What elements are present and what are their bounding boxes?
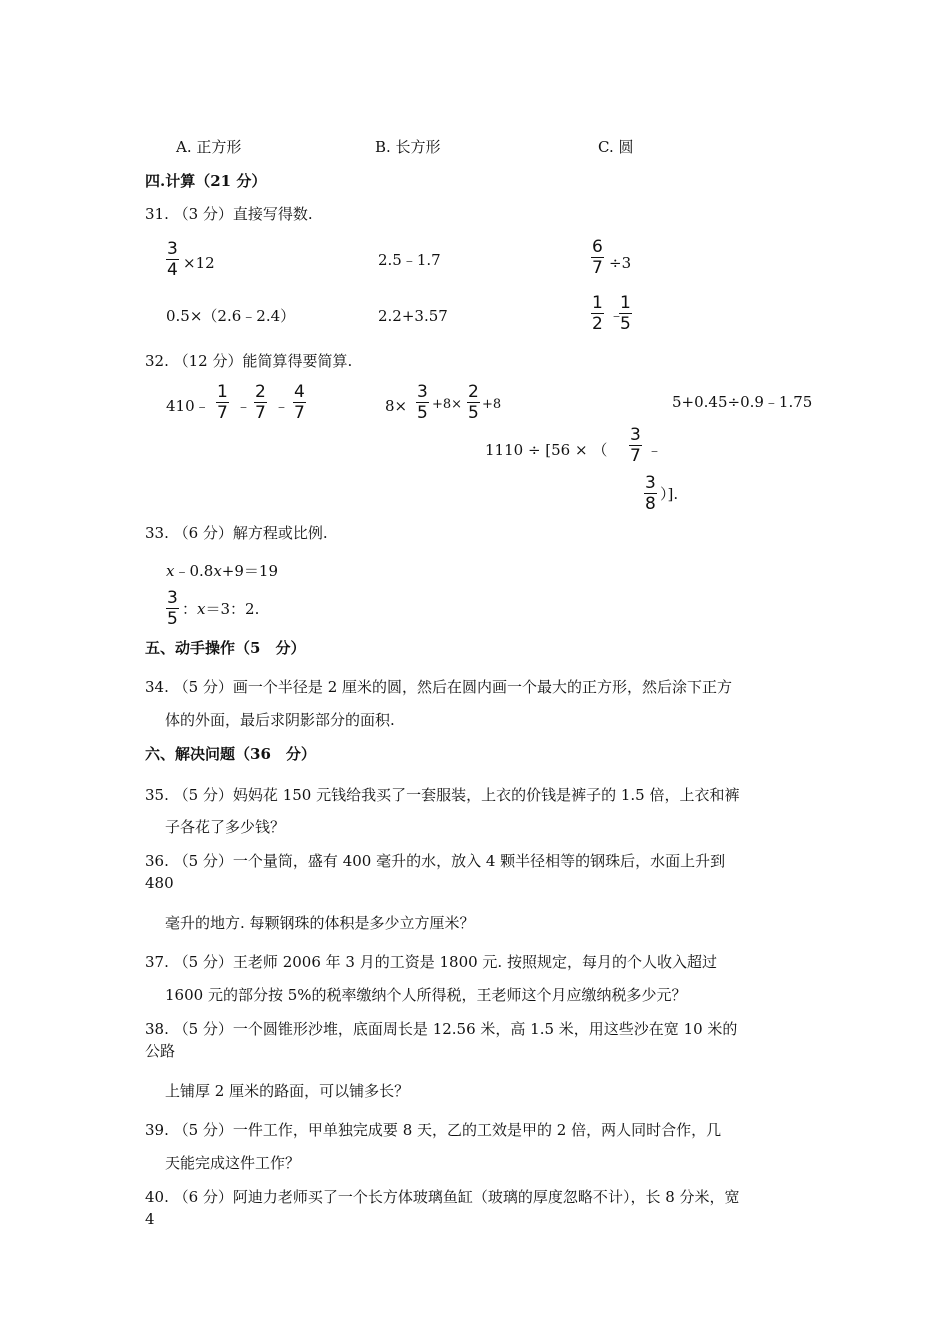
q36-line3: 毫升的地方. 每颗钢珠的体积是多少立方厘米？ bbox=[165, 914, 475, 932]
q38-line2: 公路 bbox=[145, 1042, 176, 1060]
denominator: 7 bbox=[592, 258, 603, 278]
q37-line2: 1600 元的部分按 5%的税率缴纳个人所得税，王老师这个月应缴纳税多少元？ bbox=[165, 986, 687, 1004]
q34-line1: 34. （5 分）画一个半径是 2 厘米的圆，然后在圆内画一个最大的正方形，然后涂下正方 bbox=[145, 678, 733, 696]
q32-expr4-op: ﹣ bbox=[647, 441, 663, 459]
section-5-title: 五、动手操作（5 分） bbox=[145, 639, 306, 657]
numerator: 1 bbox=[592, 293, 603, 313]
q32-expr4-suffix: ）]. bbox=[660, 485, 679, 503]
q32-expr3: 5+0.45÷0.9﹣1.75 bbox=[672, 393, 813, 411]
q38-line1: 38. （5 分）一个圆锥形沙堆，底面周长是 12.56 米，高 1.5 米，用这些沙在宽 10 米的 bbox=[145, 1020, 738, 1038]
denominator: 8 bbox=[645, 494, 656, 514]
denominator: 5 bbox=[167, 609, 178, 629]
variable-x: x bbox=[213, 562, 222, 580]
q36-line1: 36. （5 分）一个量筒，盛有 400 毫升的水，放入 4 颗半径相等的钢珠后，水面上升到 bbox=[145, 852, 726, 870]
q35-line1: 35. （5 分）妈妈花 150 元钱给我买了一套服装，上衣的价钱是裤子的 1.5 倍，上衣和裤 bbox=[145, 786, 740, 804]
fraction-3-4 bbox=[166, 241, 179, 279]
variable-x: x bbox=[166, 562, 175, 580]
q32-expr4-prefix: 1110 ÷ [56 × （ bbox=[485, 441, 608, 459]
denominator: 4 bbox=[167, 260, 178, 280]
numerator: 3 bbox=[167, 588, 178, 608]
numerator: 4 bbox=[294, 382, 305, 402]
q32-expr2-prefix: 8× bbox=[385, 397, 408, 415]
fraction-3-5 bbox=[416, 384, 429, 422]
eq1-end: +9＝19 bbox=[221, 562, 278, 580]
fraction-6-7 bbox=[591, 239, 604, 277]
option-c: C. 圆 bbox=[598, 138, 634, 156]
section-6-title: 六、解决问题（36 分） bbox=[145, 745, 316, 763]
q31-stem: 31. （3 分）直接写得数. bbox=[145, 205, 313, 223]
denominator: 7 bbox=[294, 403, 305, 423]
q34-line2: 体的外面，最后求阴影部分的面积. bbox=[165, 711, 395, 729]
numerator: 3 bbox=[630, 425, 641, 445]
eq1-middle: ﹣0.8 bbox=[174, 562, 214, 580]
numerator: 3 bbox=[645, 473, 656, 493]
fraction-2-5 bbox=[467, 384, 480, 422]
q32-expr1-prefix: 410﹣ bbox=[166, 397, 210, 415]
numerator: 2 bbox=[255, 382, 266, 402]
numerator: 2 bbox=[468, 382, 479, 402]
option-b: B. 长方形 bbox=[375, 138, 441, 156]
eq2-end: ＝3：2. bbox=[205, 600, 260, 618]
variable-x: x bbox=[197, 600, 206, 618]
q31-expr4: 0.5×（2.6﹣2.4） bbox=[166, 307, 296, 325]
q33-equation2 bbox=[182, 600, 259, 618]
fraction-4-7 bbox=[293, 384, 306, 422]
q31-expr5: 2.2+3.57 bbox=[378, 307, 448, 325]
fraction-3-8 bbox=[644, 475, 657, 513]
q37-line1: 37. （5 分）王老师 2006 年 3 月的工资是 1800 元. 按照规定，每月的个人收入超过 bbox=[145, 953, 717, 971]
fraction-3-7 bbox=[629, 427, 642, 465]
numerator: 3 bbox=[167, 239, 178, 259]
q39-line1: 39. （5 分）一件工作，甲单独完成要 8 天，乙的工效是甲的 2 倍，两人同时合作，几 bbox=[145, 1121, 722, 1139]
q32-expr1-op1: ﹣ bbox=[236, 397, 252, 415]
numerator: 6 bbox=[592, 237, 603, 257]
denominator: 5 bbox=[620, 314, 631, 334]
q38-line3: 上铺厚 2 厘米的路面，可以铺多长？ bbox=[165, 1082, 410, 1100]
denominator: 2 bbox=[592, 314, 603, 334]
denominator: 7 bbox=[255, 403, 266, 423]
numerator: 3 bbox=[417, 382, 428, 402]
fraction-3-5-proportion bbox=[166, 590, 179, 628]
ratio-colon: ： bbox=[182, 600, 198, 618]
q33-stem: 33. （6 分）解方程或比例. bbox=[145, 524, 328, 542]
numerator: 1 bbox=[217, 382, 228, 402]
q36-line2: 480 bbox=[145, 874, 174, 892]
option-a: A. 正方形 bbox=[176, 138, 242, 156]
q35-line2: 子各花了多少钱？ bbox=[165, 818, 286, 836]
numerator: 1 bbox=[620, 293, 631, 313]
q31-expr2: 2.5﹣1.7 bbox=[378, 251, 441, 269]
q39-line2: 天能完成这件工作？ bbox=[165, 1154, 301, 1172]
section-4-title: 四.计算（21 分） bbox=[145, 172, 267, 190]
denominator: 5 bbox=[417, 403, 428, 423]
denominator: 7 bbox=[630, 446, 641, 466]
q40-line1: 40. （6 分）阿迪力老师买了一个长方体玻璃鱼缸（玻璃的厚度忽略不计），长 8 分米，宽 bbox=[145, 1188, 740, 1206]
q40-line2: 4 bbox=[145, 1210, 155, 1228]
q33-equation1 bbox=[166, 562, 278, 580]
denominator: 5 bbox=[468, 403, 479, 423]
denominator: 7 bbox=[217, 403, 228, 423]
q32-expr2-suffix: +8 bbox=[482, 397, 502, 412]
q32-expr1-op2: ﹣ bbox=[274, 397, 290, 415]
q31-expr6-op: ﹣ bbox=[609, 306, 625, 324]
fraction-1-5 bbox=[619, 295, 632, 333]
q32-stem: 32. （12 分）能简算得要简算. bbox=[145, 352, 353, 370]
fraction-1-2 bbox=[591, 295, 604, 333]
q31-expr1-op: ×12 bbox=[183, 254, 215, 272]
q32-expr2-op: +8× bbox=[432, 397, 463, 412]
fraction-1-7 bbox=[216, 384, 229, 422]
q31-expr3-op: ÷3 bbox=[609, 254, 632, 272]
fraction-2-7 bbox=[254, 384, 267, 422]
